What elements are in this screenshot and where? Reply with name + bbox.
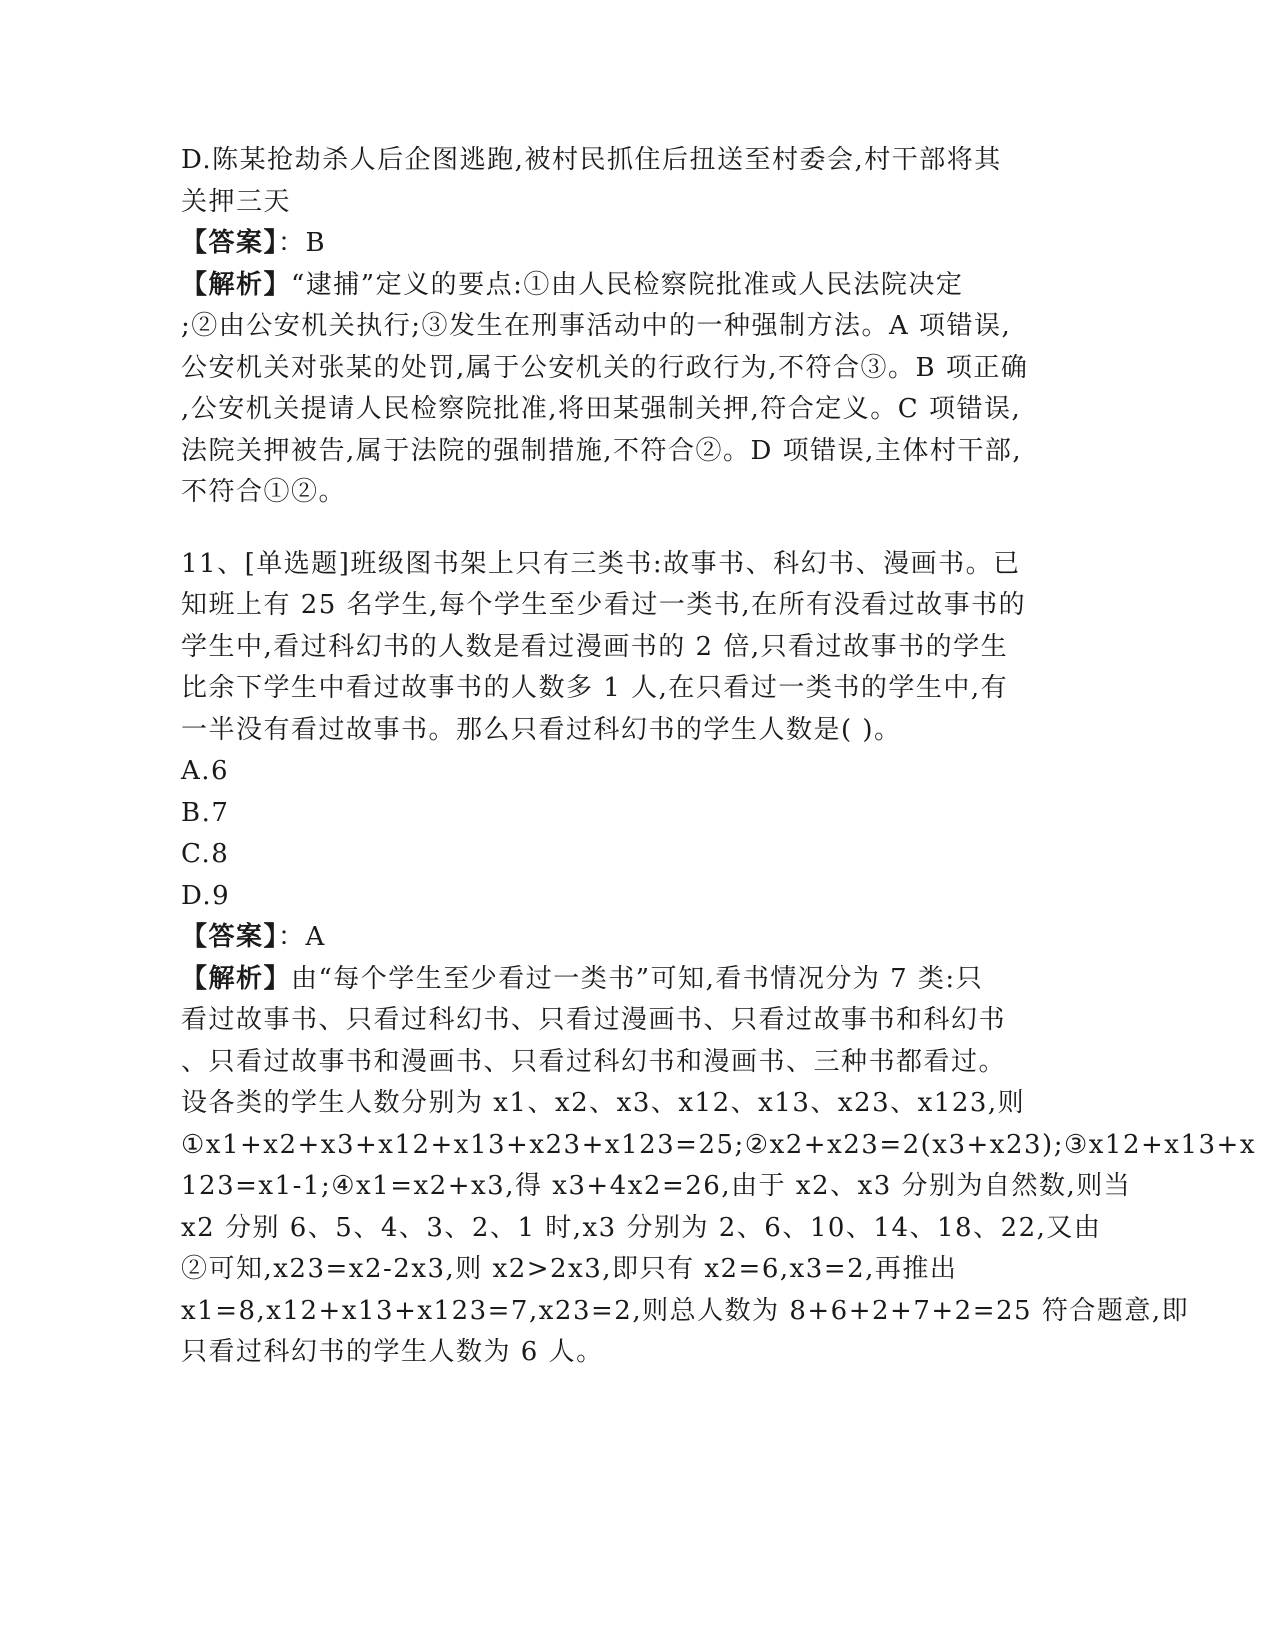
analysis-label: 【解析】 [181, 269, 292, 300]
analysis-line-1 [181, 959, 1041, 1001]
option-d: D.9 [181, 880, 231, 911]
prev-analysis-line-4: ,公安机关提请人民检察院批准,将田某强制关押,符合定义。C 项错误, [181, 394, 1022, 424]
answer-line [181, 917, 1041, 959]
option-d-line-1: D.陈某抢劫杀人后企图逃跑,被村民抓住后扭送至村委会,村干部将其 [181, 145, 1002, 175]
prev-question-block [181, 140, 1041, 514]
prev-analysis-line-5: 法院关押被告,属于法院的强制措施,不符合②。D 项错误,主体村干部, [181, 435, 1023, 466]
option-a: A.6 [181, 756, 230, 786]
option-c: C.8 [181, 839, 230, 869]
prev-analysis-line-3: 公安机关对张某的处罚,属于公安机关的行政行为,不符合③。B 项正确 [181, 352, 1029, 383]
question-stem-line-1: 11、[单选题]班级图书架上只有三类书:故事书、科幻书、漫画书。已 [181, 548, 1021, 579]
analysis-line-6: 123=x1-1;④x1=x2+x3,得 x3+4x2=26,由于 x2、x3 分别为自然数,则当 [181, 1171, 1132, 1201]
analysis-line-3: 、只看过故事书和漫画书、只看过科幻书和漫画书、三种书都看过。 [181, 1046, 1007, 1077]
prev-analysis-line-2: ;②由公安机关执行;③发生在刑事活动中的一种强制方法。A 项错误, [181, 311, 1012, 341]
prev-analysis-line-6: 不符合①②。 [181, 477, 347, 507]
analysis-line-7: x2 分别 6、5、4、3、2、1 时,x3 分别为 2、6、10、14、18、22,又由 [181, 1212, 1102, 1243]
answer-label: 【答案】 [181, 228, 279, 258]
question-stem-line-5: 一半没有看过故事书。那么只看过科幻书的学生人数是( )。 [181, 714, 902, 745]
prev-answer-line [181, 223, 1041, 265]
analysis-line-4: 设各类的学生人数分别为 x1、x2、x3、x12、x13、x23、x123,则 [181, 1088, 1026, 1118]
analysis-line-5: ①x1+x2+x3+x12+x13+x23+x123=25;②x2+x23=2(x3+x23);③x12+x13+x [181, 1129, 1256, 1160]
analysis-line-10: 只看过科幻书的学生人数为 6 人。 [181, 1337, 604, 1367]
document-page [181, 140, 1256, 1374]
question-stem-line-3: 学生中,看过科幻书的人数是看过漫画书的 2 倍,只看过故事书的学生 [181, 631, 1009, 662]
answer-value: ：A [278, 922, 326, 952]
section-gap [181, 514, 1041, 544]
question-11-block [181, 544, 1256, 1374]
analysis-text: “逮捕”定义的要点:①由人民检察院批准或人民法院决定 [291, 269, 964, 300]
question-stem-line-2: 知班上有 25 名学生,每个学生至少看过一类书,在所有没看过故事书的 [181, 590, 1027, 620]
analysis-line-8: ②可知,x23=x2-2x3,则 x2>2x3,即只有 x2=6,x3=2,再推出 [181, 1254, 958, 1284]
analysis-line-9: x1=8,x12+x13+x123=7,x23=2,则总人数为 8+6+2+7+2=25 符合题意,即 [181, 1295, 1190, 1326]
option-b: B.7 [181, 797, 230, 828]
answer-label: 【答案】 [181, 922, 279, 952]
analysis-label: 【解析】 [181, 963, 292, 994]
question-stem-line-4: 比余下学生中看过故事书的人数多 1 人,在只看过一类书的学生中,有 [181, 673, 1009, 703]
analysis-text: 由“每个学生至少看过一类书”可知,看书情况分为 7 类:只 [291, 963, 984, 994]
prev-analysis-line-1 [181, 265, 1041, 307]
option-d-line-2: 关押三天 [181, 186, 292, 217]
analysis-line-2: 看过故事书、只看过科幻书、只看过漫画书、只看过故事书和科幻书 [181, 1005, 1007, 1035]
answer-value: ：B [278, 228, 327, 258]
